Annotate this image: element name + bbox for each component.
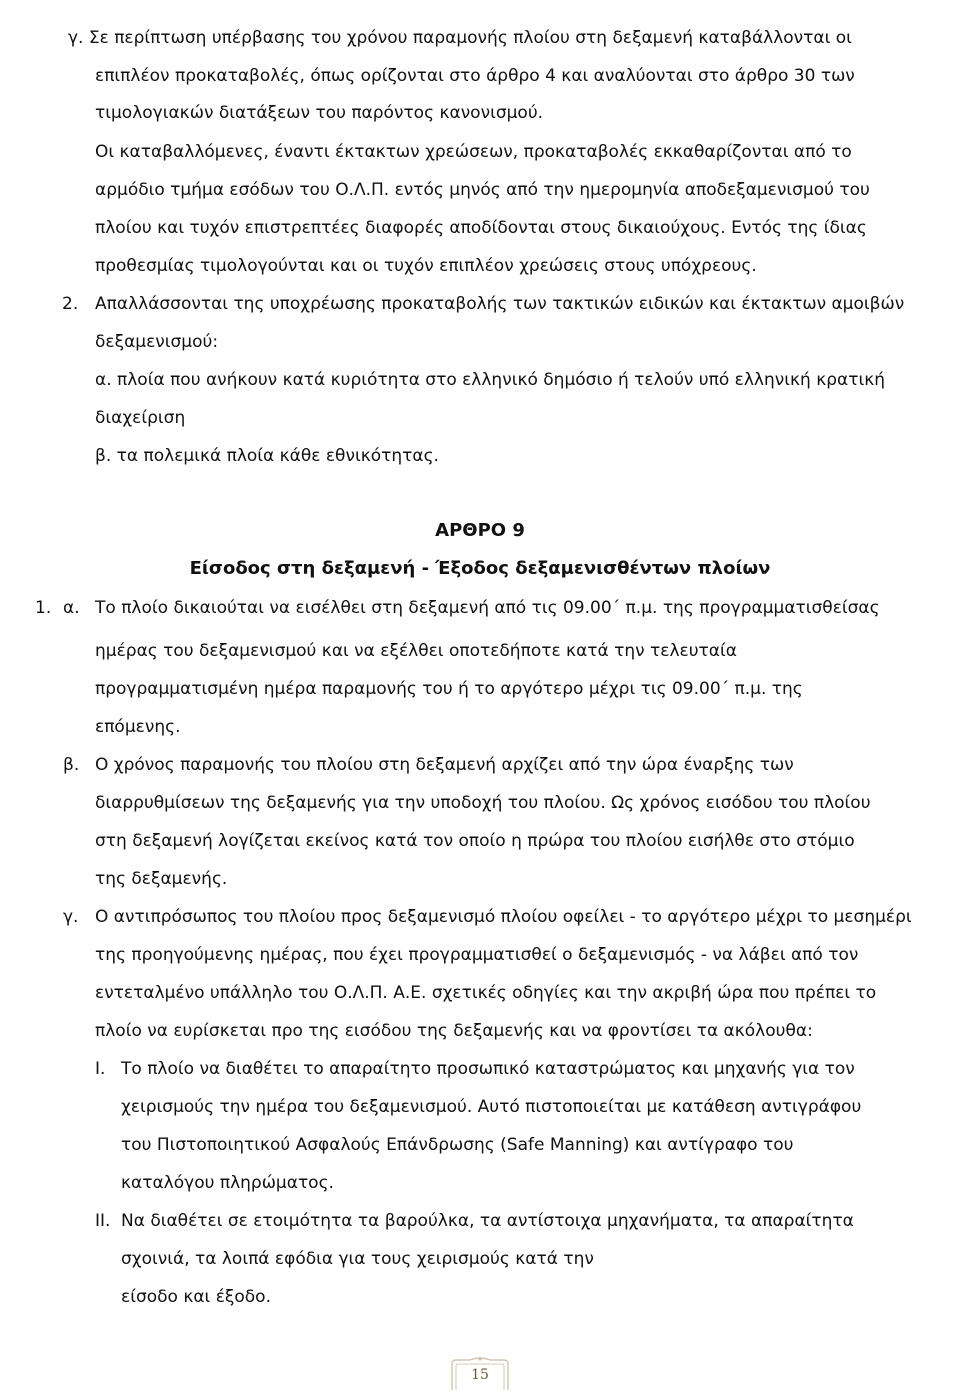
para-1-b-line-1: Ο χρόνος παραμονής του πλοίου στη δεξαμενή αρχίζει από την ώρα έναρξης των xyxy=(95,755,794,775)
para-1-b-line-3: στη δεξαμενή λογίζεται εκείνος κατά τον οποίο η πρώρα του πλοίου εισήλθε στο στόμιο xyxy=(95,831,855,851)
item-II-line-1: Να διαθέτει σε ετοιμότητα τα βαρούλκα, τα αντίστοιχα μηχανήματα, τα απαραίτητα xyxy=(121,1211,854,1231)
para-2-a-line-1: α. πλοία που ανήκουν κατά κυριότητα στο ελληνικό δημόσιο ή τελούν υπό ελληνική κρατική xyxy=(95,370,886,390)
para-1-a-label: α. xyxy=(63,598,80,618)
item-II-label: ΙΙ. xyxy=(95,1211,111,1231)
item-I-line-1: Το πλοίο να διαθέτει το απαραίτητο προσωπικό καταστρώματος και μηχανής για τον xyxy=(121,1059,855,1079)
para-1-a-line-2-text: ημέρας του δεξαμενισμού και να εξέλθει οποτεδήποτε κατά την τελευταία xyxy=(95,641,737,661)
para-1-g-line-3: εντεταλμένο υπάλληλο του Ο.Λ.Π. Α.Ε. σχετικές οδηγίες και την ακριβή ώρα που πρέπει το xyxy=(95,983,877,1003)
article-title: ΑΡΘΡΟ 9 xyxy=(435,520,525,541)
para-g-line-2: επιπλέον προκαταβολές, όπως ορίζονται στο άρθρο 4 και αναλύονται στο άρθρο 30 των xyxy=(95,66,855,86)
para-1-a-line-1: Το πλοίο δικαιούται να εισέλθει στη δεξαμενή από τις 09.00΄ π.μ. της προγραμματισθείσας xyxy=(95,598,880,618)
item-II-line-3: είσοδο και έξοδο. xyxy=(121,1287,271,1307)
para-2-line-2: δεξαμενισμού: xyxy=(95,332,219,352)
article-subtitle: Είσοδος στη δεξαμενή - Έξοδος δεξαμενισθέντων πλοίων xyxy=(189,558,771,579)
item-I-line-3: του Πιστοποιητικού Ασφαλούς Επάνδρωσης (Safe Manning) και αντίγραφο του xyxy=(121,1135,794,1155)
item-I-line-2: χειρισμούς την ημέρα του δεξαμενισμού. Αυτό πιστοποιείται με κατάθεση αντιγράφου xyxy=(121,1097,862,1117)
para-1-g-label: γ. xyxy=(63,907,79,927)
para-1-a-line-4: επόμενης. xyxy=(95,717,181,737)
para-1-b-line-2: διαρρυθμίσεων της δεξαμενής για την υποδοχή του πλοίου. Ως χρόνος εισόδου του πλοίου xyxy=(95,793,871,813)
para-g-line-6: πλοίου και τυχόν επιστρεπτέες διαφορές αποδίδονται στους δικαιούχους. Εντός της ίδιας xyxy=(95,218,867,238)
para-2-number: 2. xyxy=(62,294,79,314)
para-1-g-line-4: πλοίο να ευρίσκεται προ της εισόδου της δεξαμενής και να φροντίσει τα ακόλουθα: xyxy=(95,1021,813,1041)
para-g-line-4: Οι καταβαλλόμενες, έναντι έκτακτων χρεώσεων, προκαταβολές εκκαθαρίζονται από το xyxy=(95,142,852,162)
para-1-number: 1. xyxy=(35,598,52,618)
para-2-line-1: Απαλλάσσονται της υποχρέωσης προκαταβολής των τακτικών ειδικών και έκτακτων αμοιβών xyxy=(95,294,905,314)
para-g-line-1: γ. Σε περίπτωση υπέρβασης του χρόνου παραμονής πλοίου στη δεξαμενή καταβάλλονται οι xyxy=(68,28,852,48)
para-1-b-line-4: της δεξαμενής. xyxy=(95,869,228,889)
page-number-frame xyxy=(448,1356,512,1392)
para-1-b-label: β. xyxy=(63,755,80,775)
para-g-line-7: προθεσμίας τιμολογούνται και οι τυχόν επιπλέον χρεώσεις στους υπόχρεους. xyxy=(95,256,757,276)
para-2-b-line-1: β. τα πολεμικά πλοία κάθε εθνικότητας. xyxy=(95,446,439,466)
item-I-line-4: καταλόγου πληρώματος. xyxy=(121,1173,334,1193)
item-II-line-2: σχοινιά, τα λοιπά εφόδια για τους χειρισμούς κατά την xyxy=(121,1249,594,1269)
page-number: 15 xyxy=(471,1367,489,1383)
para-1-g-line-2: της προηγούμενης ημέρας, που έχει προγραμματισθεί ο δεξαμενισμός - να λάβει από τον xyxy=(95,945,859,965)
para-1-g-line-1: Ο αντιπρόσωπος του πλοίου προς δεξαμενισμό πλοίου οφείλει - το αργότερο μέχρι το μεσημέρι xyxy=(95,907,912,927)
item-I-label: Ι. xyxy=(95,1059,106,1079)
para-1-a-line-3: προγραμματισμένη ημέρα παραμονής του ή το αργότερο μέχρι τις 09.00΄ π.μ. της xyxy=(95,679,803,699)
para-g-line-5: αρμόδιο τμήμα εσόδων του Ο.Λ.Π. εντός μηνός από την ημερομηνία αποδεξαμενισμού του xyxy=(95,180,870,200)
para-2-a-line-2: διαχείριση xyxy=(95,408,186,428)
para-1-a-line-2 xyxy=(95,640,937,662)
para-g-line-3: τιμολογιακών διατάξεων του παρόντος κανονισμού. xyxy=(95,103,544,123)
